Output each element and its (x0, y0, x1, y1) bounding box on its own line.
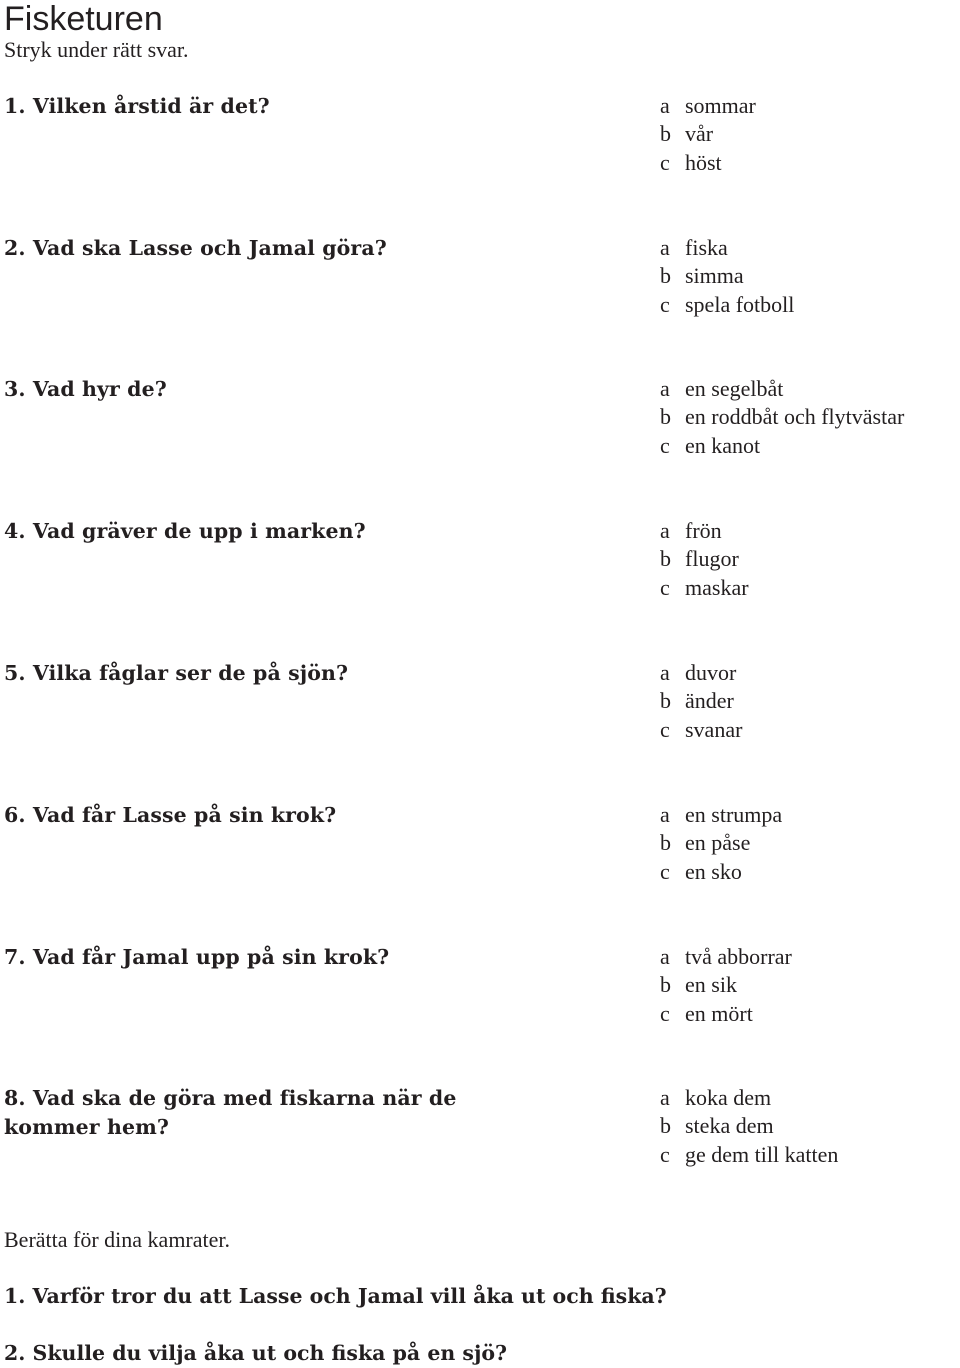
answer-option-c[interactable] (660, 291, 794, 319)
option-text: vår (685, 121, 714, 147)
option-text: flugor (685, 546, 739, 572)
answer-option-a[interactable] (660, 1084, 838, 1112)
option-text: en segelbåt (685, 376, 784, 401)
answer-option-c[interactable] (660, 716, 742, 744)
option-text: duvor (685, 660, 737, 685)
option-letter: a (660, 660, 670, 685)
option-text: sommar (685, 93, 756, 118)
option-letter: c (660, 432, 670, 458)
answer-options (660, 92, 756, 177)
question-text: 3. Vad hyr de? (4, 377, 167, 401)
option-text: två abborrar (685, 944, 792, 969)
option-letter: b (660, 688, 671, 714)
question-text: 8. Vad ska de göra med fiskarna när de kommer hem? (4, 1086, 457, 1139)
option-letter: c (660, 149, 670, 175)
option-letter: c (660, 716, 670, 742)
option-letter: b (660, 263, 671, 289)
option-text: spela fotboll (685, 291, 795, 317)
answer-options (660, 375, 904, 460)
option-text: svanar (685, 716, 743, 742)
answer-option-b[interactable] (660, 1112, 838, 1140)
option-letter: b (660, 972, 671, 998)
question-text: 5. Vilka fåglar ser de på sjön? (4, 661, 349, 685)
answer-option-c[interactable] (660, 1141, 838, 1169)
option-text: maskar (685, 574, 749, 600)
question-text: 1. Vilken årstid är det? (4, 94, 270, 118)
option-text: änder (685, 688, 734, 714)
answer-option-a[interactable] (660, 801, 782, 829)
option-letter: c (660, 858, 670, 884)
option-text: en roddbåt och flytvästar (685, 404, 905, 430)
option-text: koka dem (685, 1085, 772, 1110)
option-text: steka dem (685, 1113, 774, 1139)
option-text: frön (685, 518, 722, 543)
option-letter: a (660, 944, 670, 969)
instruction-text: Stryk under rätt svar. (4, 37, 189, 62)
answer-options (660, 1084, 838, 1169)
answer-option-a[interactable] (660, 517, 749, 545)
option-letter: c (660, 574, 670, 600)
discussion-question: 1. Varför tror du att Lasse och Jamal vill åka ut och fiska? (4, 1284, 667, 1308)
option-letter: c (660, 291, 670, 317)
option-text: ge dem till katten (685, 1141, 839, 1167)
answer-option-c[interactable] (660, 858, 782, 886)
answer-option-b[interactable] (660, 120, 756, 148)
answer-option-c[interactable] (660, 1000, 792, 1028)
option-text: en kanot (685, 432, 761, 458)
answer-options (660, 517, 749, 602)
page-title: Fisketuren (4, 0, 163, 38)
answer-option-c[interactable] (660, 149, 756, 177)
option-text: en påse (685, 830, 751, 856)
answer-option-b[interactable] (660, 687, 742, 715)
discussion-heading: Berätta för dina kamrater. (4, 1227, 231, 1252)
question-text: 6. Vad får Lasse på sin krok? (4, 803, 337, 827)
option-letter: b (660, 121, 671, 147)
answer-option-b[interactable] (660, 545, 749, 573)
option-letter: a (660, 93, 670, 118)
question-text: 4. Vad gräver de upp i marken? (4, 519, 366, 543)
option-letter: a (660, 235, 670, 260)
question-text: 2. Vad ska Lasse och Jamal göra? (4, 236, 387, 260)
answer-options (660, 943, 792, 1028)
answer-option-b[interactable] (660, 971, 792, 999)
option-letter: b (660, 830, 671, 856)
answer-option-a[interactable] (660, 234, 794, 262)
answer-option-a[interactable] (660, 659, 742, 687)
discussion-question: 2. Skulle du vilja åka ut och fiska på en sjö? (4, 1341, 508, 1365)
answer-option-a[interactable] (660, 943, 792, 971)
answer-option-b[interactable] (660, 403, 904, 431)
answer-option-a[interactable] (660, 92, 756, 120)
answer-options (660, 234, 794, 319)
option-text: en mört (685, 1000, 753, 1026)
option-letter: a (660, 376, 670, 401)
answer-option-b[interactable] (660, 829, 782, 857)
option-text: höst (685, 149, 722, 175)
option-letter: b (660, 546, 671, 572)
option-text: fiska (685, 235, 728, 260)
option-letter: b (660, 404, 671, 430)
option-letter: c (660, 1141, 670, 1167)
option-letter: c (660, 1000, 670, 1026)
option-letter: a (660, 802, 670, 827)
option-text: en sik (685, 972, 737, 998)
option-text: en sko (685, 858, 742, 884)
option-text: simma (685, 263, 744, 289)
answer-options (660, 659, 742, 744)
answer-option-a[interactable] (660, 375, 904, 403)
option-letter: a (660, 1085, 670, 1110)
option-letter: a (660, 518, 670, 543)
option-text: en strumpa (685, 802, 783, 827)
answer-option-b[interactable] (660, 262, 794, 290)
answer-options (660, 801, 782, 886)
question-text: 7. Vad får Jamal upp på sin krok? (4, 945, 390, 969)
answer-option-c[interactable] (660, 574, 749, 602)
option-letter: b (660, 1113, 671, 1139)
answer-option-c[interactable] (660, 432, 904, 460)
